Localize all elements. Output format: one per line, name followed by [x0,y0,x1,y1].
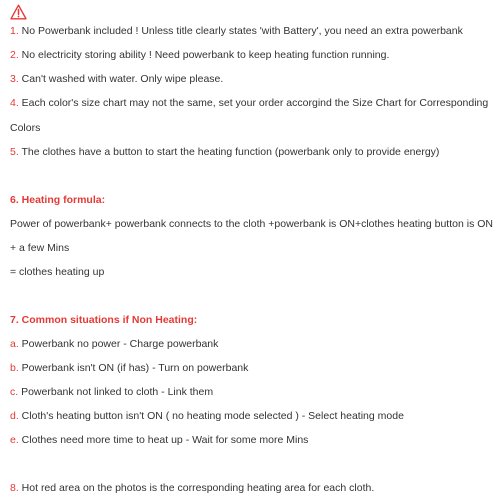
note-number: 5. [10,146,19,158]
note-line-8 [10,481,374,495]
situation-letter: b. [10,362,19,374]
situation-a [10,337,218,351]
situation-letter: c. [10,386,19,398]
note-number: 4. [10,97,19,109]
note-line-4 [10,96,488,110]
note-text: No electricity storing ability ! Need powerbank to keep heating function running. [18,49,390,61]
situation-b [10,361,248,375]
instruction-document [10,4,494,494]
situation-letter: e. [10,434,19,446]
note-number: 3. [10,73,19,85]
situation-text: Cloth's heating button isn't ON ( no heating mode selected ) - Select heating mode [18,410,404,422]
note-line-2 [10,48,389,62]
situation-text: Powerbank not linked to cloth - Link them [18,386,214,398]
situation-text: Powerbank isn't ON (if has) - Turn on powerbank [18,362,249,374]
situation-c [10,385,213,399]
note-number: 1. [10,25,19,37]
formula-line-3: = clothes heating up [10,266,105,278]
situation-text: Clothes need more time to heat up - Wait for some more Mins [18,434,309,446]
note-text: Colors [10,122,41,134]
situation-letter: d. [10,410,19,422]
note-line-1 [10,24,463,38]
note-text: Can't washed with water. Only wipe please. [18,73,224,85]
formula-line-2: + a few Mins [10,242,70,254]
note-text: Hot red area on the photos is the corresponding heating area for each cloth. [18,482,375,494]
note-text: Each color's size chart may not the same, set your order accorgind the Size Chart for Corresponding [18,97,489,109]
heading-common-situations: 7. Common situations if Non Heating: [10,314,198,326]
formula-line-1: Power of powerbank+ powerbank connects to the cloth +powerbank is ON+clothes heating button is ON [10,218,493,230]
situation-text: Powerbank no power - Charge powerbank [18,338,219,350]
note-line-3 [10,72,223,86]
situation-d [10,409,404,423]
warning-triangle-icon [10,4,27,20]
situation-e [10,433,308,447]
note-line-5 [10,145,439,159]
note-number: 8. [10,482,19,494]
note-text: No Powerbank included ! Unless title clearly states 'with Battery', you need an extra powerbank [18,25,463,37]
note-line-4-continued [10,121,40,135]
situation-letter: a. [10,338,19,350]
note-text: The clothes have a button to start the heating function (powerbank only to provide energy) [18,146,440,158]
note-number: 2. [10,49,19,61]
heading-heating-formula: 6. Heating formula: [10,194,106,206]
